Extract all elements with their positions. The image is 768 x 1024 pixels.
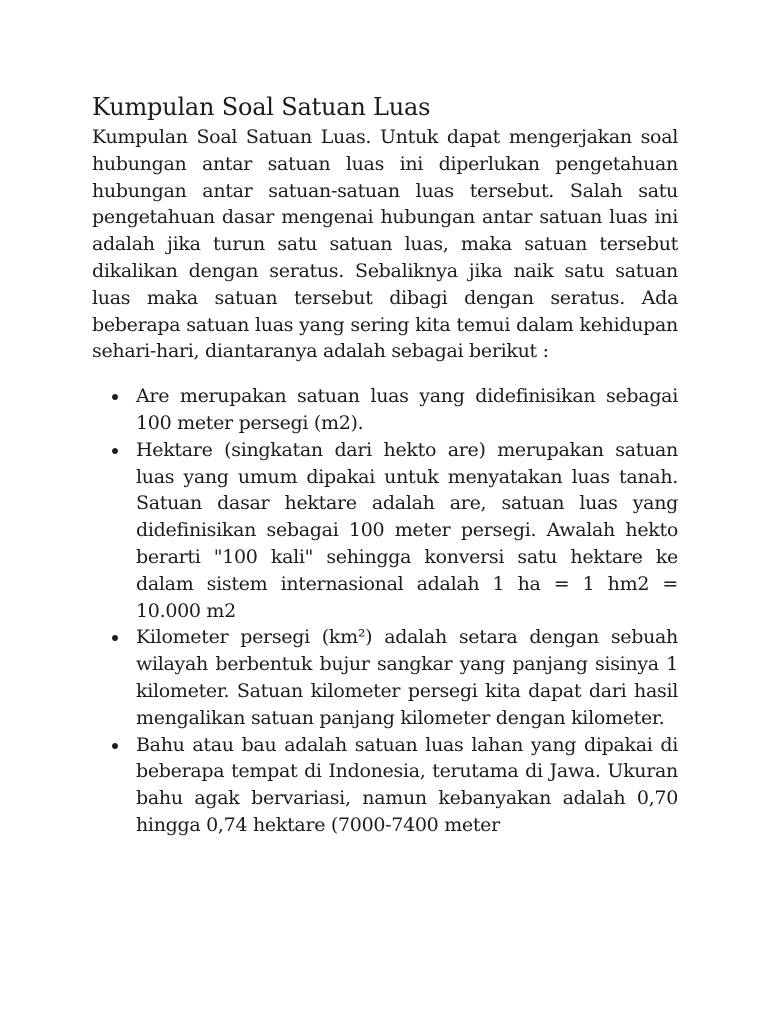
bullet-icon: [112, 394, 118, 400]
list-item-text: Are merupakan satuan luas yang didefinisikan sebagai 100 meter persegi (m2).: [136, 385, 678, 434]
list-item: [92, 437, 678, 625]
list-item-text: Kilometer persegi (km²) adalah setara dengan sebuah wilayah berbentuk bujur sangkar yang panjang sisinya 1 kilometer. Satuan kilometer persegi kita dapat dari hasil mengalikan satuan panjang kilometer dengan kilometer.: [136, 626, 678, 729]
list-item-text: Hektare (singkatan dari hekto are) merupakan satuan luas yang umum dipakai untuk menyatakan luas tanah. Satuan dasar hektare adalah are, satuan luas yang didefinisikan sebagai 100 meter persegi. Awalah hekto berarti "100 kali" sehingga konversi satu hektare ke dalam sistem internasional adalah 1 ha = 1 hm2 = 10.000 m2: [136, 438, 678, 622]
bullet-icon: [112, 448, 118, 454]
bullet-icon: [112, 743, 118, 749]
list-item-text: Bahu atau bau adalah satuan luas lahan yang dipakai di beberapa tempat di Indonesia, terutama di Jawa. Ukuran bahu agak bervariasi, namun kebanyakan adalah 0,70 hingga 0,74 hektare (7000-7400 meter: [136, 733, 678, 836]
intro-paragraph: Kumpulan Soal Satuan Luas. Untuk dapat mengerjakan soal hubungan antar satuan luas ini diperlukan pengetahuan hubungan antar satuan-satuan luas tersebut. Salah satu pengetahuan dasar mengenai hubungan antar satuan luas ini adalah jika turun satu satuan luas, maka satuan tersebut dikalikan dengan seratus. Sebaliknya jika naik satu satuan luas maka satuan tersebut dibagi dengan seratus. Ada beberapa satuan luas yang sering kita temui dalam kehidupan sehari-hari, diantaranya adalah sebagai berikut :: [92, 126, 678, 363]
list-item: [92, 624, 678, 731]
list-item: [92, 383, 678, 437]
document-title: Kumpulan Soal Satuan Luas: [92, 93, 431, 121]
list-item: [92, 732, 678, 839]
unit-list: [92, 383, 678, 839]
document-page: [92, 90, 678, 839]
bullet-icon: [112, 635, 118, 641]
